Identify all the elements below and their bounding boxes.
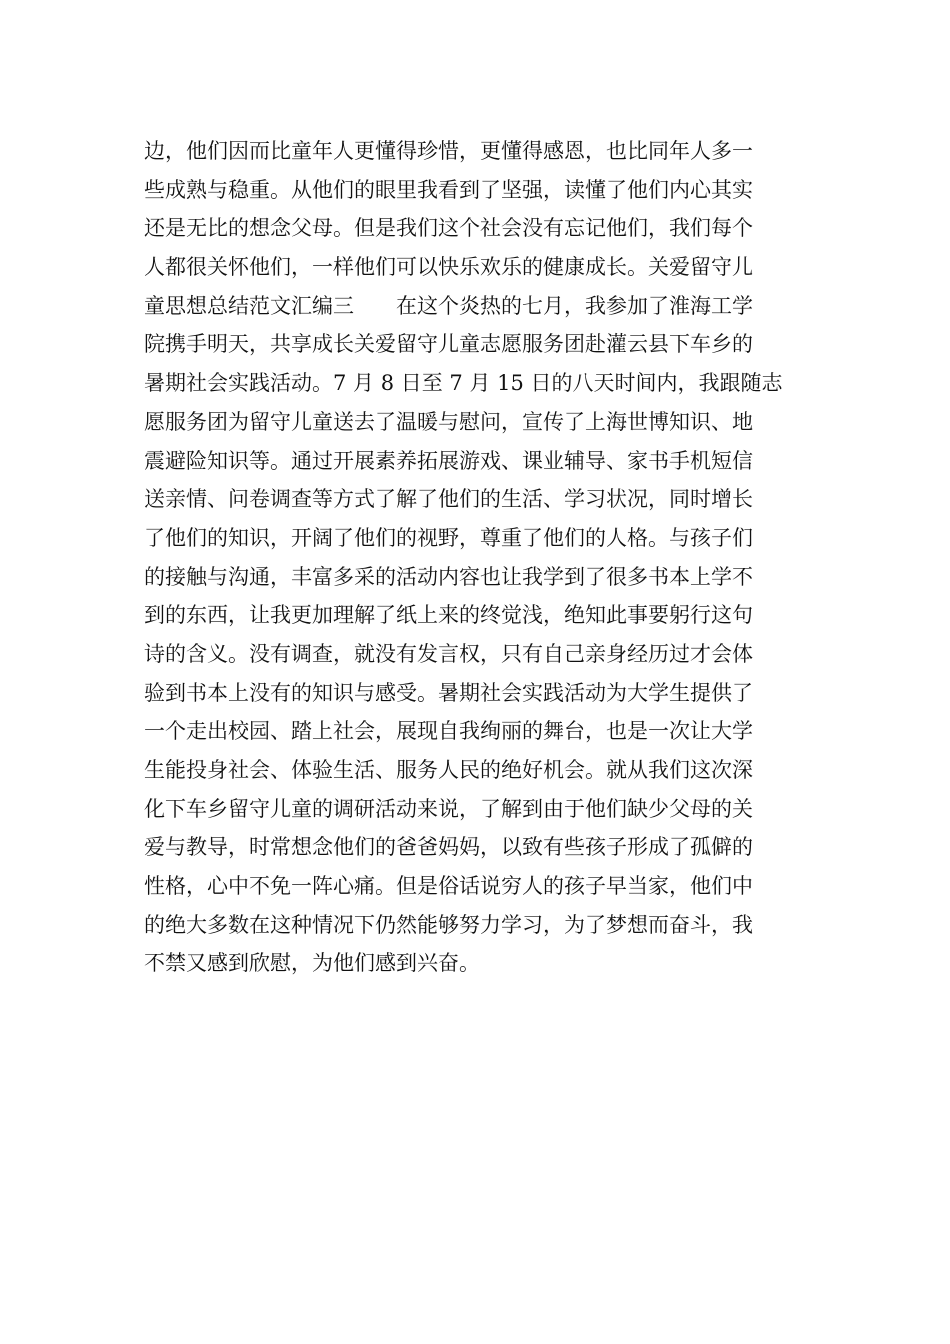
body-text [144,132,814,983]
text-line: 院携手明天，共享成长关爱留守儿童志愿服务团赴灌云县下车乡的 [144,332,753,357]
text-line: 震避险知识等。通过开展素养拓展游戏、课业辅导、家书手机短信 [144,448,753,473]
text-line: 到的东西，让我更加理解了纸上来的终觉浅，绝知此事要躬行这句 [144,603,753,628]
text-line: 人都很关怀他们，一样他们可以快乐欢乐的健康成长。关爱留守儿 [144,255,753,280]
text-line: 些成熟与稳重。从他们的眼里我看到了坚强，读懂了他们内心其实 [144,177,753,202]
text-line: 爱与教导，时常想念他们的爸爸妈妈，以致有些孩子形成了孤僻的 [144,835,753,860]
text-line: 暑期社会实践活动。7 月 8 日至 7 月 15 日的八天时间内，我跟随志 [144,371,783,396]
text-line: 了他们的知识，开阔了他们的视野，尊重了他们的人格。与孩子们 [144,525,753,550]
text-line: 愿服务团为留守儿童送去了温暖与慰问，宣传了上海世博知识、地 [144,409,753,434]
text-line: 生能投身社会、体验生活、服务人民的绝好机会。就从我们这次深 [144,758,753,782]
text-line: 不禁又感到欣慰，为他们感到兴奋。 [144,951,480,976]
text-line: 验到书本上没有的知识与感受。暑期社会实践活动为大学生提供了 [144,680,753,705]
text-line: 诗的含义。没有调查，就没有发言权，只有自己亲身经历过才会体 [144,641,753,666]
text-line: 的绝大多数在这种情况下仍然能够努力学习，为了梦想而奋斗，我 [144,912,753,937]
text-line: 边，他们因而比童年人更懂得珍惜，更懂得感恩，也比同年人多一 [144,139,753,163]
text-line: 还是无比的想念父母。但是我们这个社会没有忘记他们，我们每个 [144,216,753,241]
text-line: 的接触与沟通，丰富多采的活动内容也让我学到了很多书本上学不 [144,564,753,589]
text-line: 性格，心中不免一阵心痛。但是俗话说穷人的孩子早当家，他们中 [144,874,753,899]
text-line: 一个走出校园、踏上社会，展现自我绚丽的舞台，也是一次让大学 [144,719,753,744]
text-line: 化下车乡留守儿童的调研活动来说，了解到由于他们缺少父母的关 [144,796,753,821]
text-line: 童思想总结范文汇编三 在这个炎热的七月，我参加了淮海工学 [144,293,753,318]
text-line: 送亲情、问卷调查等方式了解了他们的生活、学习状况，同时增长 [144,487,753,512]
